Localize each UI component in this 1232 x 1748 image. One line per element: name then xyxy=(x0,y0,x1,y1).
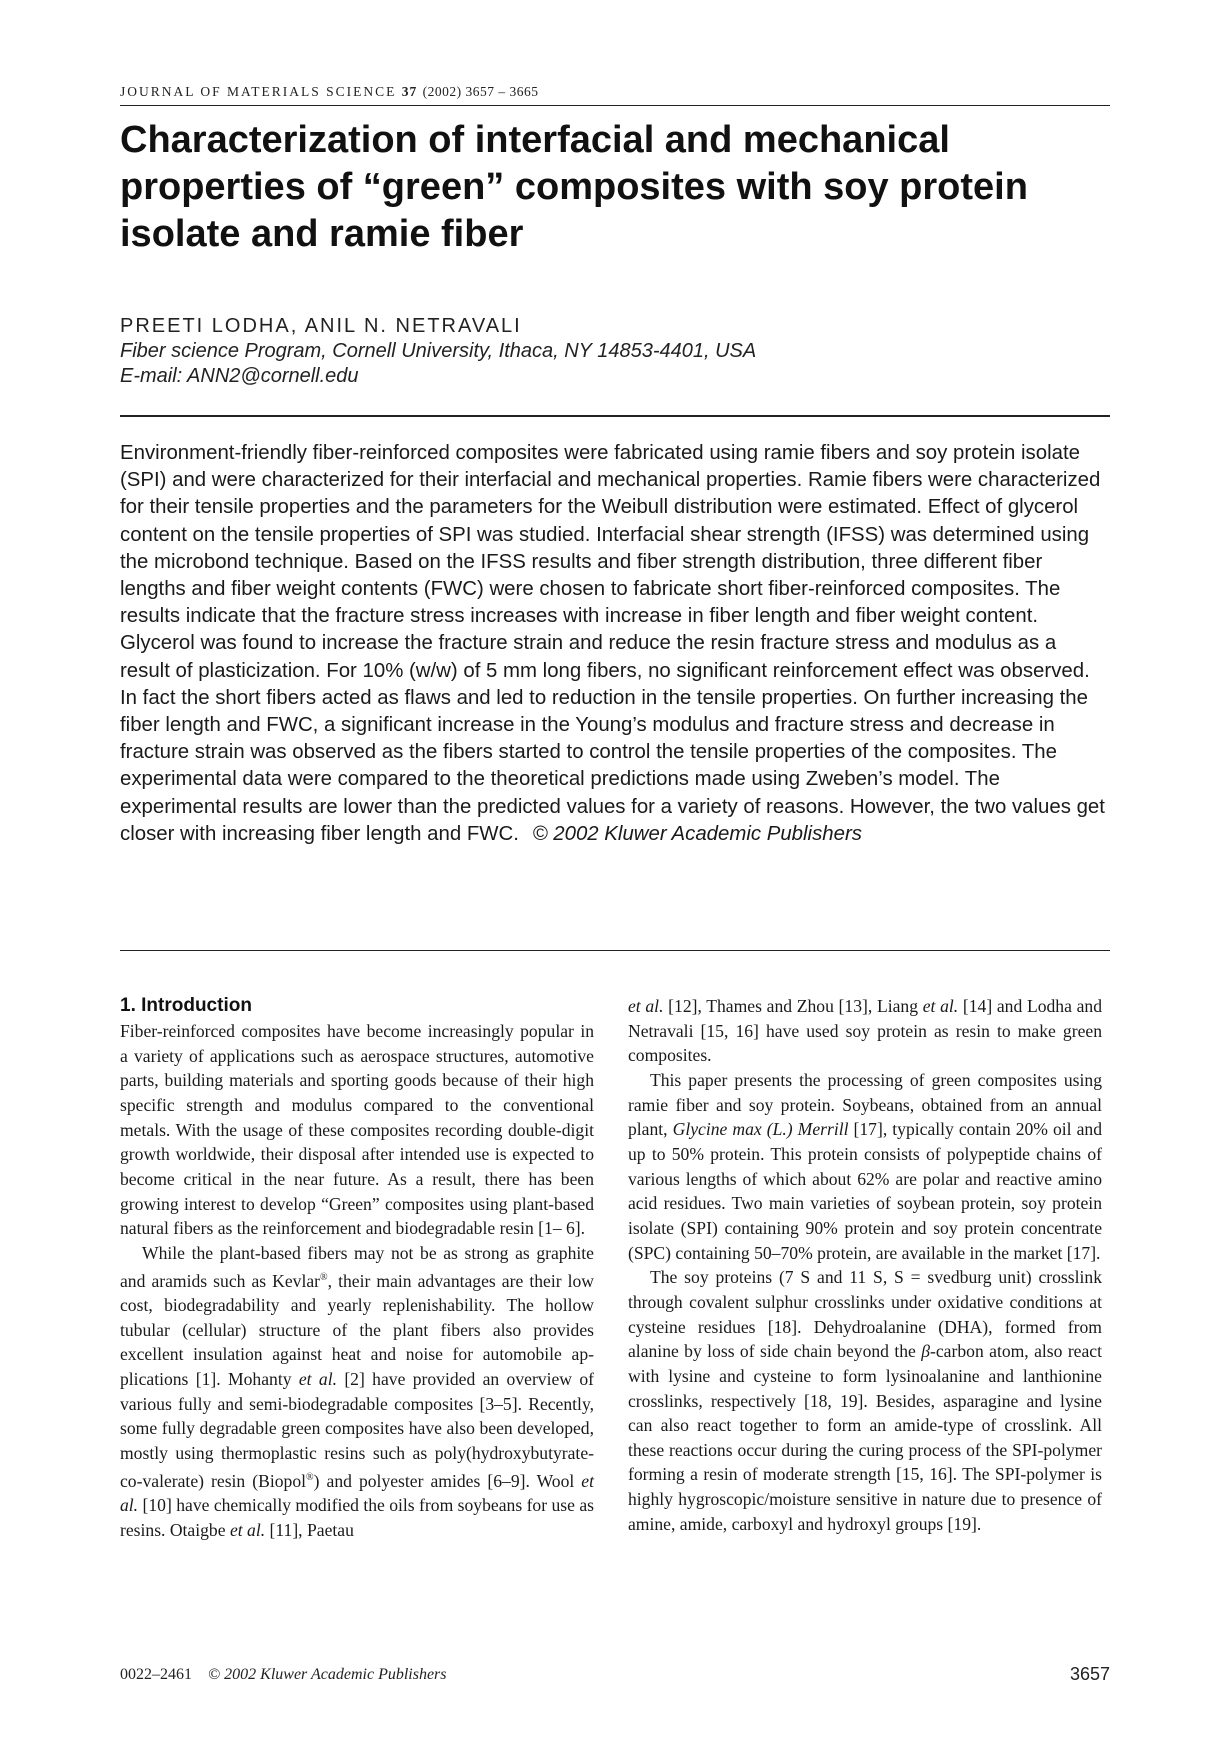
paper-title: Characterization of interfacial and mechanical properties of “green” composites with soy protein isolate and ramie fiber xyxy=(120,119,1028,255)
body-paragraph: This paper presents the processing of green composites using ramie fiber and soy protein. Soybeans, obtained from an annual plant, Glycine max (L.) Merrill [17], typically contain 20% oil and up to 50% protein. This protein consists of polypeptide chains of various lengths of which about 62% are polar and reactive amino acid residues. Two main varieties of soybean protein, soy protein isolate (SPI) containing 90% protein and soy protein concentrate (SPC) containing 50–70% protein, are available in the market [17]. xyxy=(628,1069,1102,1263)
journal-volume: 37 xyxy=(401,84,418,99)
page-number: 3657 xyxy=(1069,1664,1110,1684)
body-paragraph: While the plant-based fibers may not be as strong as graphite and aramids such as Kevlar®, their main advantages are their low cost, biodegradability and yearly replenishability. The hollow tubular (cellular) structure of the plant fibers also provides excellent insulation against heat and noise for automobile applications [1]. Mohanty et al. [2] have provided an overview of various fully and semi-biodegradable composites [3–5]. Recently, some fully degradable green composites have also been developed, mostly using thermoplastic resins such as poly(hydroxybutyrate-co-valerate) resin (Biopol®) and polyester amides [6–9]. Wool et al. [10] have chemically modified the oils from soybeans for use as resins. Otaigbe et al. [11], Paetau xyxy=(120,1242,594,1540)
header-rule xyxy=(120,105,1110,106)
journal-name: JOURNAL OF MATERIALS SCIENCE xyxy=(120,84,397,99)
affiliation: Fiber science Program, Cornell University, Ithaca, NY 14853-4401, USA xyxy=(120,340,757,362)
body-paragraph: The soy proteins (7 S and 11 S, S = svedburg unit) crosslink through covalent sulphur crosslinks under oxidative conditions at cysteine residues [18]. Dehydroalanine (DHA), formed from alanine by loss of side chain beyond the β-carbon atom, also react with lysine and cysteine to form lysinoalanine and lanthionine crosslinks, respectively [18, 19]. Besides, asparagine and lysine can also react together to form an amide-type of crosslink. All these reactions occur during the curing process of the SPI-polymer forming a resin of moderate strength [15, 16]. The SPI-polymer is highly hygroscopic/moisture sensitive in nature due to presence of amine, amide, carboxyl and hydroxyl groups [19]. xyxy=(628,1267,1102,1534)
abstract xyxy=(120,440,1110,848)
body-paragraph: Fiber-reinforced composites have become increasingly popular in a variety of applications such as aerospace structures, automotive parts, building materials and sporting goods because of their high specific strength and modulus compared to the conventional metals. With the usage of these composites recording double-digit growth worldwide, their disposal after intended use is expected to become critical in the near future. As a result, there has been growing interest to develop “Green” composites using plant-based natural fibers as the reinforcement and biodegradable resin [1– 6]. xyxy=(120,1021,594,1239)
footer-issn: 0022–2461 xyxy=(120,1666,192,1683)
authors: PREETI LODHA, ANIL N. NETRAVALI xyxy=(120,315,522,337)
abstract-text: Environment-friendly fiber-reinforced composites were fabricated using ramie fibers and soy protein isolate (SPI) and were characterized for their interfacial and mechanical properties. Ramie fibers were characterized for their tensile properties and the parameters for the Weibull distribution were estimated. Effect of glycerol content on the tensile properties of SPI was studied. Interfacial shear strength (IFSS) was determined using the microbond technique. Based on the IFSS results and fiber strength distribution, three different fiber lengths and fiber weight contents (FWC) were chosen to fabricate short fiber-reinforced composites. The results indicate that the fracture stress increases with increase in fiber length and fiber weight content. Glycerol was found to increase the fracture strain and reduce the resin fracture stress and modulus as a result of plasticization. For 10% (w/w) of 5 mm long fibers, no significant reinforcement effect was observed. In fact the short fibers acted as flaws and led to reduction in the tensile properties. On further increasing the fiber length and FWC, a significant increase in the Young’s modulus and fracture stress and decrease in fracture strain was observed as the fibers started to control the tensile properties of the composites. The experimental data were compared to the theoretical predictions made using Zweben’s model. The experimental results are lower than the predicted values for a variety of reasons. However, the two values get closer with increasing fiber length and FWC. xyxy=(120,442,1105,845)
footer-publisher: © 2002 Kluwer Academic Publishers xyxy=(208,1666,447,1683)
body-column-right xyxy=(628,994,1102,1536)
section-heading: 1. Introduction xyxy=(120,995,252,1016)
body-column-left xyxy=(120,994,594,1543)
abstract-top-rule xyxy=(120,415,1110,417)
journal-header xyxy=(120,84,1110,100)
body-paragraph: et al. [12], Thames and Zhou [13], Liang et al. [14] and Lodha and Netravali [15, 16] have used soy protein as resin to make green composites. xyxy=(628,996,1102,1066)
abstract-copyright: © 2002 Kluwer Academic Publishers xyxy=(532,822,862,845)
author-email: E-mail: ANN2@cornell.edu xyxy=(120,365,359,387)
journal-year-pages: (2002) 3657 – 3665 xyxy=(422,84,539,99)
footer-issn-line xyxy=(120,1666,447,1684)
abstract-bottom-rule xyxy=(120,950,1110,951)
